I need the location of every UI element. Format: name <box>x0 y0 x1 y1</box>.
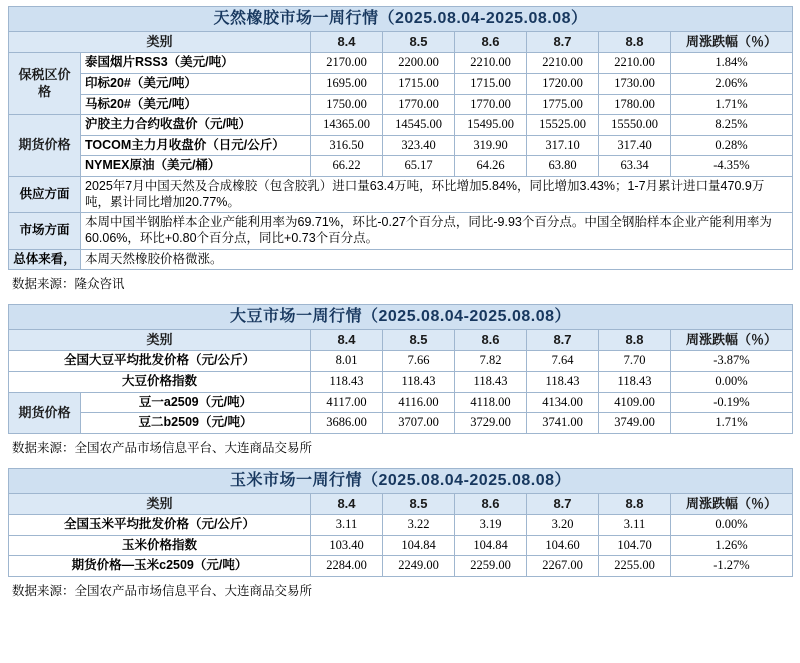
soybean-cell: 8.01 <box>311 351 383 372</box>
corn-col-d2: 8.5 <box>383 493 455 514</box>
corn-title-row <box>9 468 793 493</box>
corn-cell: 2259.00 <box>455 556 527 577</box>
rubber-row-name: 印标20#（美元/吨） <box>81 73 311 94</box>
table-row <box>9 73 793 94</box>
corn-cell: 3.20 <box>527 515 599 536</box>
corn-cell: 104.84 <box>383 535 455 556</box>
soybean-cell: 3741.00 <box>527 413 599 434</box>
rubber-cell: 1770.00 <box>383 94 455 115</box>
soybean-cell: 7.64 <box>527 351 599 372</box>
rubber-header-row <box>9 32 793 53</box>
soybean-col-d2: 8.5 <box>383 330 455 351</box>
rubber-cell: 319.90 <box>455 135 527 156</box>
rubber-note-text-summary: 本周天然橡胶价格微涨。 <box>81 249 793 270</box>
soybean-cell: 118.43 <box>527 372 599 393</box>
soybean-source: 数据来源：全国农产品市场信息平台、大连商品交易所 <box>12 440 313 455</box>
soybean-cell: 3749.00 <box>599 413 671 434</box>
soybean-cell: 7.70 <box>599 351 671 372</box>
corn-col-d4: 8.7 <box>527 493 599 514</box>
soybean-row-name: 豆二b2509（元/吨） <box>81 413 311 434</box>
rubber-note-label-supply: 供应方面 <box>9 177 81 213</box>
rubber-cell: 2200.00 <box>383 53 455 74</box>
table-row <box>9 372 793 393</box>
rubber-cell: 1695.00 <box>311 73 383 94</box>
rubber-col-d3: 8.6 <box>455 32 527 53</box>
corn-cell: 104.60 <box>527 535 599 556</box>
soybean-col-category: 类别 <box>9 330 311 351</box>
corn-cell: 3.19 <box>455 515 527 536</box>
soybean-header-row <box>9 330 793 351</box>
rubber-group-label-bonded: 保税区价格 <box>9 53 81 115</box>
table-row <box>9 515 793 536</box>
corn-change: -1.27% <box>671 556 793 577</box>
soybean-cell: 118.43 <box>455 372 527 393</box>
corn-row-name: 玉米价格指数 <box>9 535 311 556</box>
rubber-row-name: NYMEX原油（美元/桶） <box>81 156 311 177</box>
corn-cell: 2267.00 <box>527 556 599 577</box>
table-row <box>9 351 793 372</box>
corn-col-change: 周涨跌幅（％） <box>671 493 793 514</box>
corn-col-d1: 8.4 <box>311 493 383 514</box>
rubber-note-supply-row <box>9 177 793 213</box>
soybean-group-label-futures: 期货价格 <box>9 392 81 433</box>
corn-cell: 2284.00 <box>311 556 383 577</box>
rubber-col-d5: 8.8 <box>599 32 671 53</box>
rubber-cell: 1715.00 <box>383 73 455 94</box>
table-row <box>9 115 793 136</box>
soybean-row-name: 大豆价格指数 <box>9 372 311 393</box>
rubber-note-label-summary: 总体来看， <box>9 249 81 270</box>
rubber-table <box>8 6 793 270</box>
corn-change: 0.00% <box>671 515 793 536</box>
rubber-change: -4.35% <box>671 156 793 177</box>
rubber-group-label-futures: 期货价格 <box>9 115 81 177</box>
rubber-col-d4: 8.7 <box>527 32 599 53</box>
rubber-change: 0.28% <box>671 135 793 156</box>
soybean-change: 0.00% <box>671 372 793 393</box>
corn-cell: 104.70 <box>599 535 671 556</box>
soybean-cell: 4118.00 <box>455 392 527 413</box>
rubber-col-d2: 8.5 <box>383 32 455 53</box>
rubber-change: 1.84% <box>671 53 793 74</box>
rubber-note-summary-row <box>9 249 793 270</box>
soybean-cell: 3686.00 <box>311 413 383 434</box>
rubber-cell: 66.22 <box>311 156 383 177</box>
rubber-cell: 317.40 <box>599 135 671 156</box>
table-row <box>9 556 793 577</box>
corn-title: 玉米市场一周行情（2025.08.04-2025.08.08） <box>9 468 793 493</box>
rubber-row-name: 马标20#（美元/吨） <box>81 94 311 115</box>
rubber-row-name: 泰国烟片RSS3（美元/吨） <box>81 53 311 74</box>
rubber-change: 2.06% <box>671 73 793 94</box>
corn-col-category: 类别 <box>9 493 311 514</box>
soybean-change: -3.87% <box>671 351 793 372</box>
corn-cell: 2249.00 <box>383 556 455 577</box>
rubber-cell: 1770.00 <box>455 94 527 115</box>
soybean-cell: 4109.00 <box>599 392 671 413</box>
corn-change: 1.26% <box>671 535 793 556</box>
rubber-note-market-row <box>9 213 793 249</box>
rubber-col-category: 类别 <box>9 32 311 53</box>
corn-cell: 104.84 <box>455 535 527 556</box>
rubber-cell: 15525.00 <box>527 115 599 136</box>
rubber-cell: 2210.00 <box>599 53 671 74</box>
rubber-row-name: TOCOM主力月收盘价（日元/公斤） <box>81 135 311 156</box>
rubber-title-row <box>9 7 793 32</box>
soybean-row-name: 全国大豆平均批发价格（元/公斤） <box>9 351 311 372</box>
rubber-cell: 63.34 <box>599 156 671 177</box>
soybean-cell: 118.43 <box>599 372 671 393</box>
rubber-col-change: 周涨跌幅（％） <box>671 32 793 53</box>
rubber-cell: 2170.00 <box>311 53 383 74</box>
rubber-row-name: 沪胶主力合约收盘价（元/吨） <box>81 115 311 136</box>
rubber-cell: 1780.00 <box>599 94 671 115</box>
corn-source: 数据来源：全国农产品市场信息平台、大连商品交易所 <box>12 584 313 598</box>
rubber-change: 1.71% <box>671 94 793 115</box>
soybean-market-block <box>8 304 792 458</box>
rubber-change: 8.25% <box>671 115 793 136</box>
soybean-row-name: 豆一a2509（元/吨） <box>81 392 311 413</box>
soybean-cell: 4134.00 <box>527 392 599 413</box>
rubber-cell: 1775.00 <box>527 94 599 115</box>
rubber-cell: 1730.00 <box>599 73 671 94</box>
corn-cell: 103.40 <box>311 535 383 556</box>
soybean-cell: 7.82 <box>455 351 527 372</box>
soybean-cell: 118.43 <box>383 372 455 393</box>
rubber-cell: 14365.00 <box>311 115 383 136</box>
soybean-change: -0.19% <box>671 392 793 413</box>
corn-cell: 3.22 <box>383 515 455 536</box>
soybean-table <box>8 304 793 434</box>
soybean-col-d1: 8.4 <box>311 330 383 351</box>
rubber-cell: 64.26 <box>455 156 527 177</box>
rubber-cell: 15550.00 <box>599 115 671 136</box>
soybean-cell: 4117.00 <box>311 392 383 413</box>
rubber-cell: 317.10 <box>527 135 599 156</box>
rubber-cell: 14545.00 <box>383 115 455 136</box>
soybean-cell: 7.66 <box>383 351 455 372</box>
soybean-cell: 4116.00 <box>383 392 455 413</box>
rubber-title: 天然橡胶市场一周行情（2025.08.04-2025.08.08） <box>9 7 793 32</box>
soybean-col-d3: 8.6 <box>455 330 527 351</box>
rubber-cell: 65.17 <box>383 156 455 177</box>
table-row <box>9 94 793 115</box>
soybean-change: 1.71% <box>671 413 793 434</box>
rubber-note-label-market: 市场方面 <box>9 213 81 249</box>
corn-row-name: 全国玉米平均批发价格（元/公斤） <box>9 515 311 536</box>
rubber-cell: 2210.00 <box>455 53 527 74</box>
rubber-cell: 1720.00 <box>527 73 599 94</box>
soybean-title-row <box>9 305 793 330</box>
corn-col-d5: 8.8 <box>599 493 671 514</box>
table-row <box>9 53 793 74</box>
soybean-col-d4: 8.7 <box>527 330 599 351</box>
table-row <box>9 156 793 177</box>
soybean-col-change: 周涨跌幅（％） <box>671 330 793 351</box>
rubber-note-text-market: 本周中国半钢胎样本企业产能利用率为69.71%，环比-0.27个百分点，同比-9.93个百分点。中国全钢胎样本企业产能利用率为60.06%，环比+0.80个百分点，同比+0.73个百分点。 <box>81 213 793 249</box>
corn-header-row <box>9 493 793 514</box>
rubber-col-d1: 8.4 <box>311 32 383 53</box>
table-row <box>9 535 793 556</box>
rubber-cell: 2210.00 <box>527 53 599 74</box>
corn-row-name: 期货价格—玉米c2509（元/吨） <box>9 556 311 577</box>
table-row <box>9 392 793 413</box>
rubber-source: 数据来源：隆众咨讯 <box>12 277 125 292</box>
rubber-note-text-supply: 2025年7月中国天然及合成橡胶（包含胶乳）进口量63.4万吨，环比增加5.84%，同比增加3.43%；1-7月累计进口量470.9万吨，累计同比增加20.77%。 <box>81 177 793 213</box>
table-row <box>9 413 793 434</box>
corn-cell: 2255.00 <box>599 556 671 577</box>
rubber-cell: 323.40 <box>383 135 455 156</box>
soybean-col-d5: 8.8 <box>599 330 671 351</box>
corn-cell: 3.11 <box>599 515 671 536</box>
soybean-cell: 3729.00 <box>455 413 527 434</box>
table-row <box>9 135 793 156</box>
rubber-cell: 1715.00 <box>455 73 527 94</box>
rubber-cell: 1750.00 <box>311 94 383 115</box>
corn-market-block <box>8 468 792 601</box>
rubber-market-block <box>8 6 792 294</box>
rubber-cell: 15495.00 <box>455 115 527 136</box>
rubber-cell: 316.50 <box>311 135 383 156</box>
corn-col-d3: 8.6 <box>455 493 527 514</box>
soybean-title: 大豆市场一周行情（2025.08.04-2025.08.08） <box>9 305 793 330</box>
corn-cell: 3.11 <box>311 515 383 536</box>
soybean-cell: 3707.00 <box>383 413 455 434</box>
rubber-cell: 63.80 <box>527 156 599 177</box>
corn-table <box>8 468 793 577</box>
soybean-cell: 118.43 <box>311 372 383 393</box>
